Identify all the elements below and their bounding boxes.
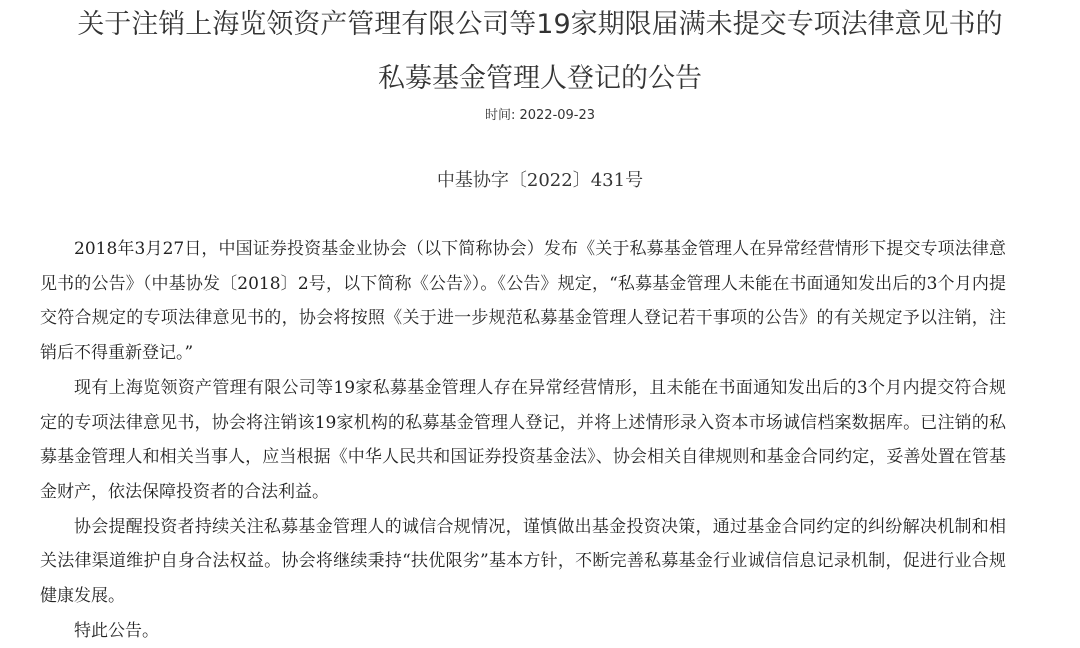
publish-time xyxy=(0,104,1080,123)
page-title-line-2: 私募基金管理人登记的公告 xyxy=(378,63,702,94)
paragraph-1: 2018年3月27日，中国证券投资基金业协会（以下简称协会）发布《关于私募基金管理人在异常经营情形下提交专项法律意见书的公告》（中基协发〔2018〕2号，以下简称《公告》）。《公告》规定，“私募基金管理人未能在书面通知发出后的3个月内提交符合规定的专项法律意见书的，协会将按照《关于进一步规范私募基金管理人登记若干事项的公告》的有关规定予以注销，注销后不得重新登记。” xyxy=(40,239,1006,364)
publish-time-label: 时间: xyxy=(484,108,516,123)
article-body xyxy=(40,232,1006,648)
page-title-line-1: 关于注销上海览领资产管理有限公司等19家期限届满未提交专项法律意见书的 xyxy=(77,9,1003,40)
paragraph-closing: 特此公告。 xyxy=(74,620,159,641)
publish-time-value: 2022-09-23 xyxy=(519,108,596,123)
document-number: 中基协字〔2022〕431号 xyxy=(436,170,644,191)
paragraph-3: 协会提醒投资者持续关注私募基金管理人的诚信合规情况，谨慎做出基金投资决策，通过基金合同约定的纠纷解决机制和相关法律渠道维护自身合法权益。协会将继续秉持“扶优限劣”基本方针，不断完善私募基金行业诚信信息记录机制，促进行业合规健康发展。 xyxy=(40,516,1006,607)
paragraph-2: 现有上海览领资产管理有限公司等19家私募基金管理人存在异常经营情形，且未能在书面通知发出后的3个月内提交符合规定的专项法律意见书，协会将注销该19家机构的私募基金管理人登记，并将上述情形录入资本市场诚信档案数据库。已注销的私募基金管理人和相关当事人，应当根据《中华人民共和国证券投资基金法》、协会相关自律规则和基金合同约定，妥善处置在管基金财产，依法保障投资者的合法利益。 xyxy=(40,377,1006,502)
